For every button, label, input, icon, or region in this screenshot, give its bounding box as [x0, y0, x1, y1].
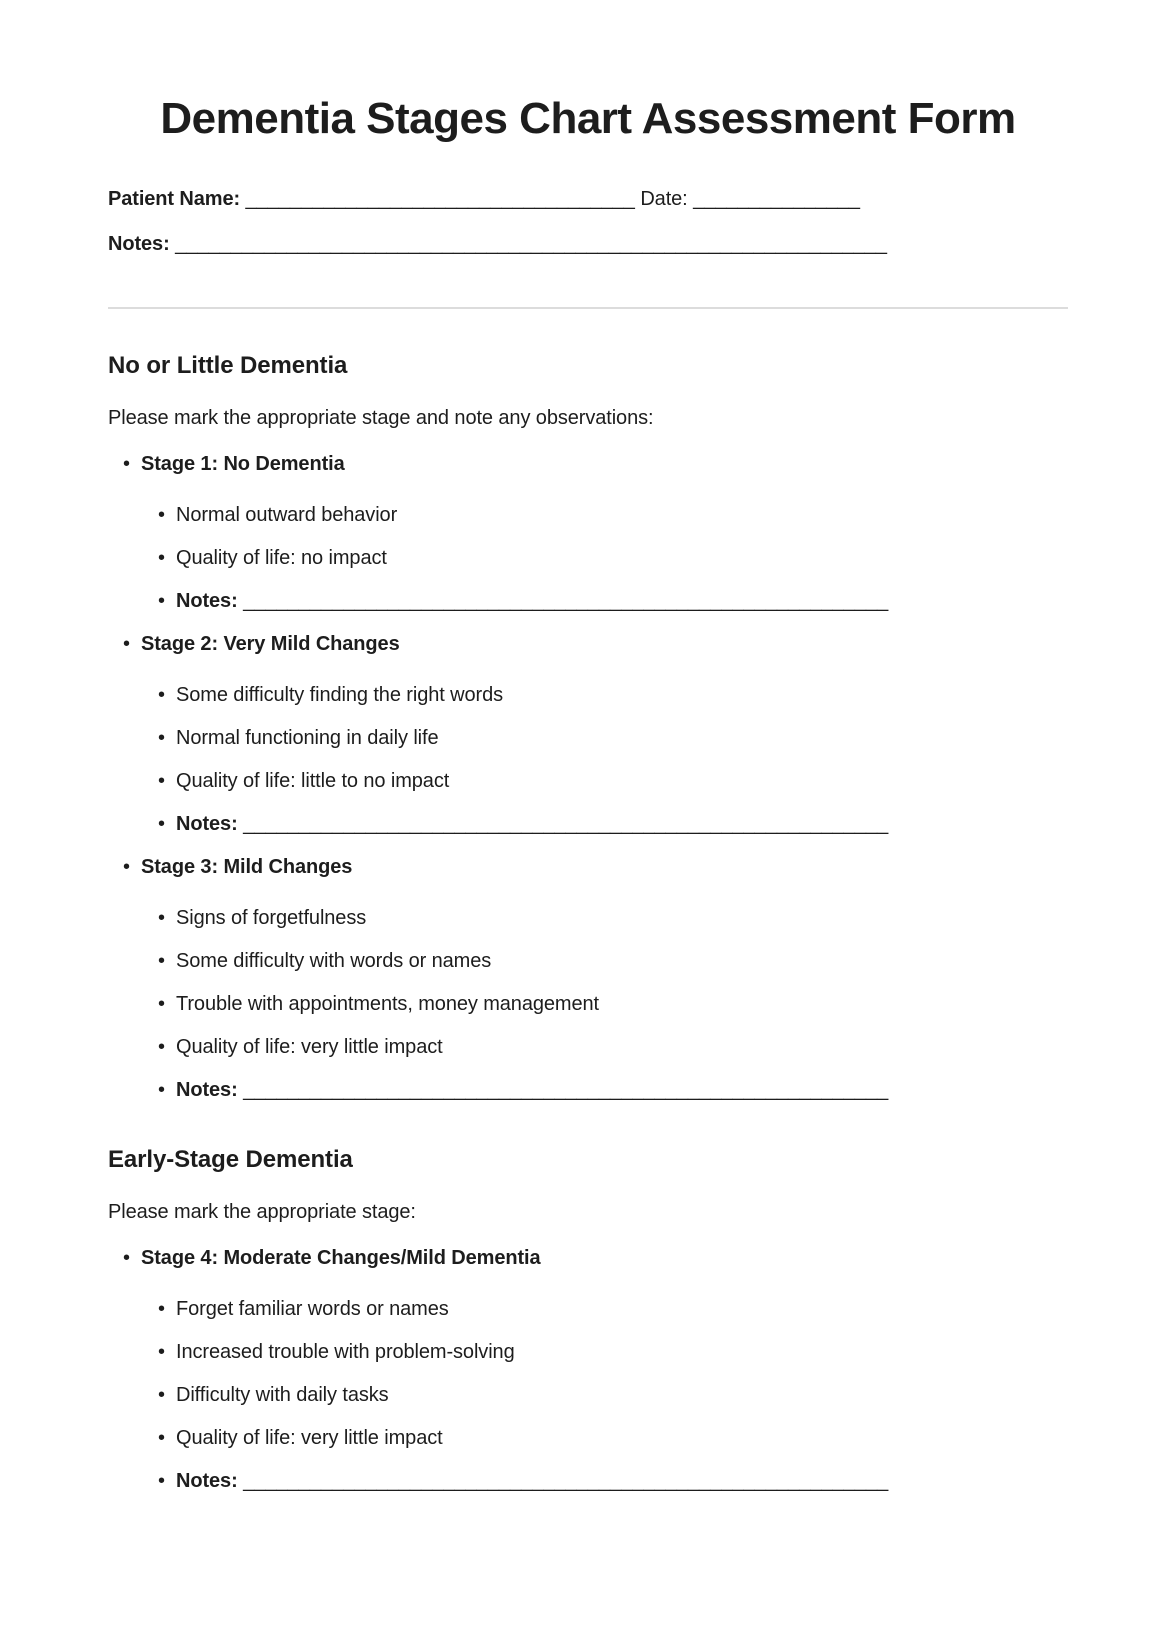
detail-item: • Normal functioning in daily life — [176, 725, 1068, 751]
section-heading: No or Little Dementia — [108, 352, 348, 379]
stage-notes-blank-line: __________________________________________________________ — [243, 813, 889, 835]
page-title: Dementia Stages Chart Assessment Form — [160, 94, 1016, 143]
date-blank-line: _______________ — [693, 188, 860, 210]
detail-item: • Forget familiar words or names — [176, 1296, 1068, 1322]
notes-blank-line: ________________________________________________________________ — [175, 233, 887, 255]
detail-item: • Quality of life: no impact — [176, 545, 1068, 571]
stage-notes-item — [176, 588, 1068, 614]
stage-notes-label: Notes: — [176, 590, 238, 612]
stage-notes-blank-line: __________________________________________________________ — [243, 590, 889, 612]
stage-item — [141, 854, 1068, 1103]
stage-notes-label: Notes: — [176, 1079, 238, 1101]
stage-label: Stage 2: Very Mild Changes — [141, 633, 400, 655]
stage-list — [108, 451, 1068, 1103]
section-intro: Please mark the appropriate stage and note any observations: — [108, 407, 654, 429]
stage-list — [108, 1245, 1068, 1494]
stage-notes-item — [176, 1077, 1068, 1103]
detail-item: • Some difficulty finding the right words — [176, 682, 1068, 708]
sections-container — [108, 351, 1068, 1494]
stage-item — [141, 631, 1068, 837]
section-intro: Please mark the appropriate stage: — [108, 1201, 416, 1223]
detail-item: • Signs of forgetfulness — [176, 905, 1068, 931]
stage-notes-item — [176, 811, 1068, 837]
stage-label: Stage 3: Mild Changes — [141, 856, 353, 878]
stage-notes-blank-line: __________________________________________________________ — [243, 1470, 889, 1492]
notes-label: Notes: — [108, 233, 170, 255]
stage-label: Stage 1: No Dementia — [141, 453, 345, 475]
detail-item: • Quality of life: little to no impact — [176, 768, 1068, 794]
stage-detail-list — [141, 905, 1068, 1103]
stage-notes-item — [176, 1468, 1068, 1494]
detail-item: • Normal outward behavior — [176, 502, 1068, 528]
notes-row — [108, 231, 1068, 257]
date-label: Date: — [640, 188, 688, 210]
detail-item: • Some difficulty with words or names — [176, 948, 1068, 974]
section-divider — [108, 307, 1068, 309]
stage-detail-list — [141, 682, 1068, 837]
stage-notes-label: Notes: — [176, 1470, 238, 1492]
detail-item: • Difficulty with daily tasks — [176, 1382, 1068, 1408]
stage-notes-label: Notes: — [176, 813, 238, 835]
patient-name-label: Patient Name: — [108, 188, 241, 210]
detail-item: • Trouble with appointments, money management — [176, 991, 1068, 1017]
stage-detail-list — [141, 502, 1068, 614]
stage-item — [141, 451, 1068, 614]
assessment-section — [108, 1145, 1068, 1494]
stage-detail-list — [141, 1296, 1068, 1494]
stage-item — [141, 1245, 1068, 1494]
stage-label: Stage 4: Moderate Changes/Mild Dementia — [141, 1247, 541, 1269]
detail-item: • Increased trouble with problem-solving — [176, 1339, 1068, 1365]
section-heading: Early-Stage Dementia — [108, 1146, 353, 1173]
detail-item: • Quality of life: very little impact — [176, 1425, 1068, 1451]
detail-item: • Quality of life: very little impact — [176, 1034, 1068, 1060]
assessment-section — [108, 351, 1068, 1103]
patient-date-row — [108, 186, 1068, 212]
patient-name-blank-line: ___________________________________ — [245, 188, 635, 210]
stage-notes-blank-line: __________________________________________________________ — [243, 1079, 889, 1101]
